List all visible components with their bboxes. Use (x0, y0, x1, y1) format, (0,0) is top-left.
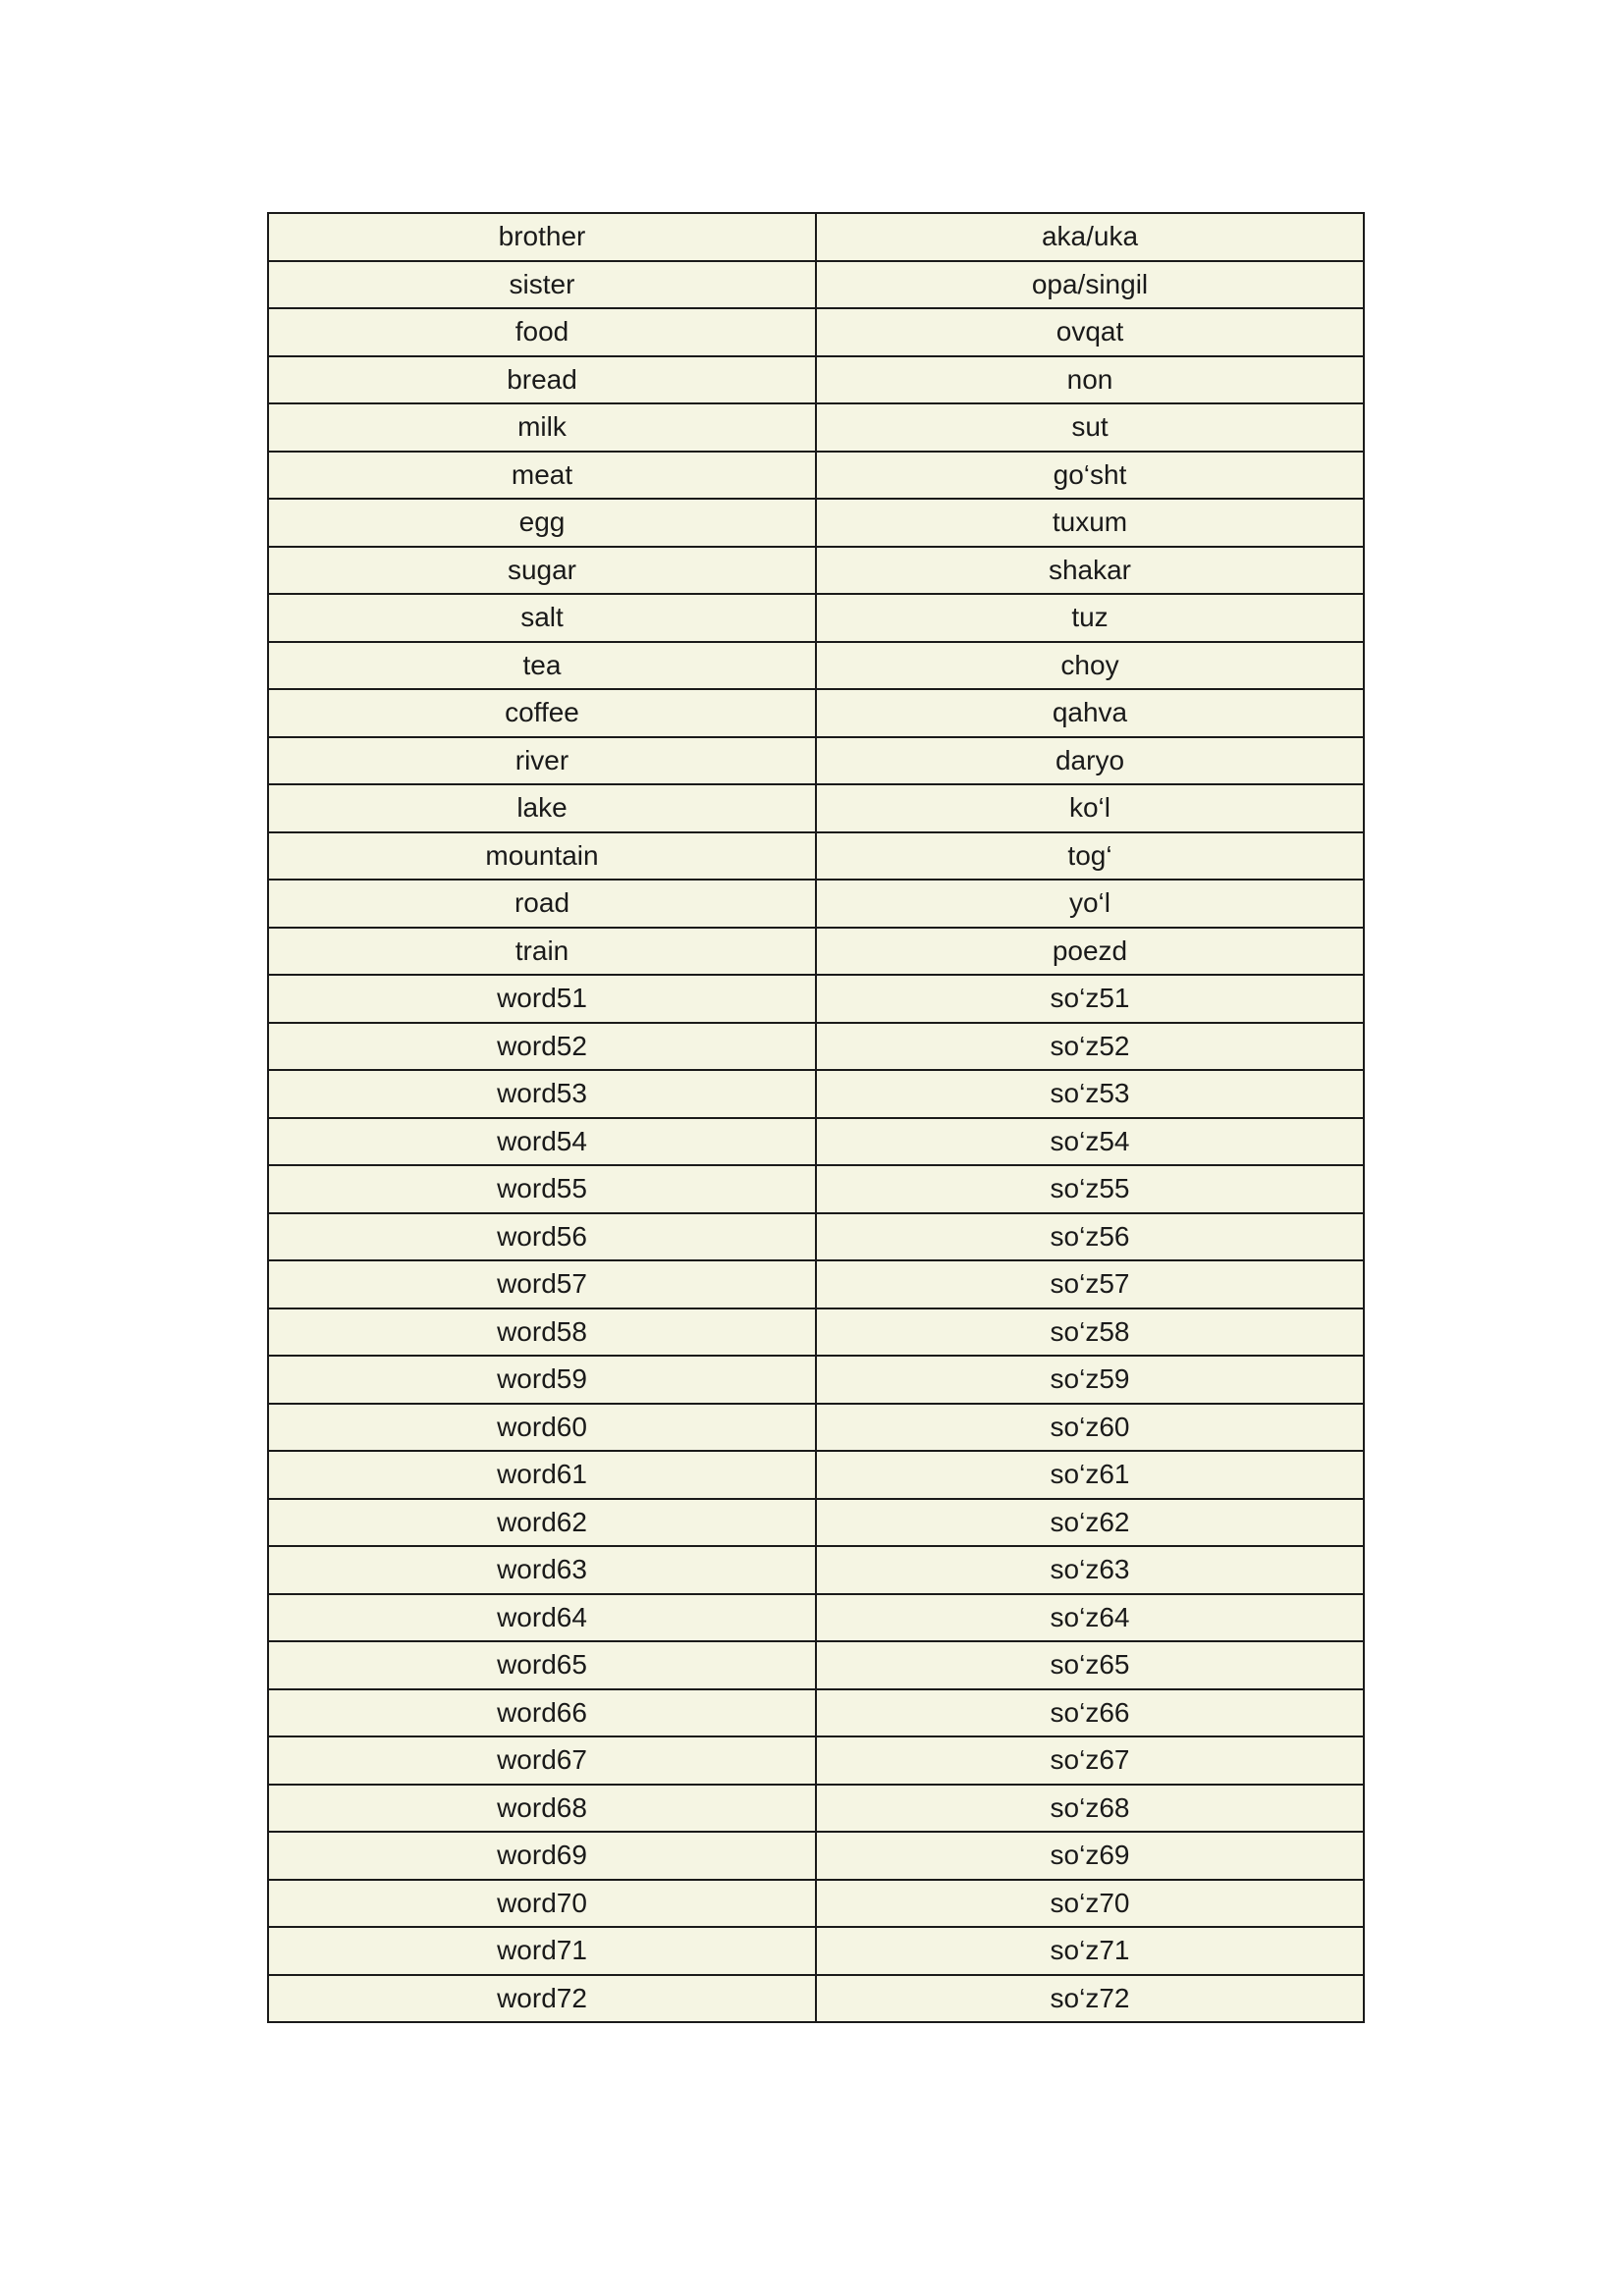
uzbek-word-cell: so‘z55 (816, 1165, 1364, 1213)
english-word-cell: word63 (268, 1546, 816, 1594)
uzbek-word-cell: non (816, 356, 1364, 404)
english-word-cell: lake (268, 784, 816, 832)
table-row (268, 452, 1364, 500)
uzbek-word-cell: so‘z62 (816, 1499, 1364, 1547)
table-row (268, 928, 1364, 976)
table-row (268, 1832, 1364, 1880)
english-word-cell: word65 (268, 1641, 816, 1689)
uzbek-word-cell: so‘z61 (816, 1451, 1364, 1499)
uzbek-word-cell: poezd (816, 928, 1364, 976)
uzbek-word-cell: so‘z54 (816, 1118, 1364, 1166)
english-word-cell: road (268, 880, 816, 928)
uzbek-word-cell: sut (816, 403, 1364, 452)
table-row (268, 1404, 1364, 1452)
english-word-cell: salt (268, 594, 816, 642)
table-row (268, 1070, 1364, 1118)
english-word-cell: word59 (268, 1356, 816, 1404)
uzbek-word-cell: tuxum (816, 499, 1364, 547)
english-word-cell: word58 (268, 1308, 816, 1357)
english-word-cell: word56 (268, 1213, 816, 1261)
english-word-cell: word64 (268, 1594, 816, 1642)
english-word-cell: coffee (268, 689, 816, 737)
english-word-cell: meat (268, 452, 816, 500)
english-word-cell: tea (268, 642, 816, 690)
uzbek-word-cell: aka/uka (816, 213, 1364, 261)
uzbek-word-cell: so‘z64 (816, 1594, 1364, 1642)
english-word-cell: river (268, 737, 816, 785)
uzbek-word-cell: choy (816, 642, 1364, 690)
uzbek-word-cell: shakar (816, 547, 1364, 595)
english-word-cell: word70 (268, 1880, 816, 1928)
table-row (268, 880, 1364, 928)
uzbek-word-cell: tog‘ (816, 832, 1364, 881)
uzbek-word-cell: yo‘l (816, 880, 1364, 928)
uzbek-word-cell: so‘z67 (816, 1736, 1364, 1785)
table-row (268, 1594, 1364, 1642)
table-row (268, 737, 1364, 785)
english-word-cell: bread (268, 356, 816, 404)
uzbek-word-cell: so‘z57 (816, 1260, 1364, 1308)
english-word-cell: word62 (268, 1499, 816, 1547)
english-word-cell: brother (268, 213, 816, 261)
table-row (268, 784, 1364, 832)
table-row (268, 1975, 1364, 2023)
uzbek-word-cell: so‘z52 (816, 1023, 1364, 1071)
uzbek-word-cell: so‘z51 (816, 975, 1364, 1023)
uzbek-word-cell: so‘z72 (816, 1975, 1364, 2023)
english-word-cell: egg (268, 499, 816, 547)
table-row (268, 308, 1364, 356)
uzbek-word-cell: go‘sht (816, 452, 1364, 500)
uzbek-word-cell: so‘z65 (816, 1641, 1364, 1689)
uzbek-word-cell: ovqat (816, 308, 1364, 356)
english-word-cell: word71 (268, 1927, 816, 1975)
english-word-cell: milk (268, 403, 816, 452)
table-row (268, 403, 1364, 452)
english-word-cell: word51 (268, 975, 816, 1023)
table-row (268, 356, 1364, 404)
english-word-cell: word55 (268, 1165, 816, 1213)
uzbek-word-cell: daryo (816, 737, 1364, 785)
table-row (268, 1356, 1364, 1404)
table-row (268, 1308, 1364, 1357)
english-word-cell: word72 (268, 1975, 816, 2023)
english-word-cell: word61 (268, 1451, 816, 1499)
table-row (268, 594, 1364, 642)
table-row (268, 642, 1364, 690)
uzbek-word-cell: ko‘l (816, 784, 1364, 832)
english-word-cell: word68 (268, 1785, 816, 1833)
uzbek-word-cell: so‘z58 (816, 1308, 1364, 1357)
table-row (268, 1546, 1364, 1594)
uzbek-word-cell: so‘z68 (816, 1785, 1364, 1833)
uzbek-word-cell: so‘z70 (816, 1880, 1364, 1928)
table-row (268, 975, 1364, 1023)
table-row (268, 689, 1364, 737)
english-word-cell: train (268, 928, 816, 976)
table-row (268, 1213, 1364, 1261)
table-row (268, 213, 1364, 261)
uzbek-word-cell: so‘z71 (816, 1927, 1364, 1975)
table-row (268, 1118, 1364, 1166)
table-row (268, 1927, 1364, 1975)
english-word-cell: word52 (268, 1023, 816, 1071)
english-word-cell: sister (268, 261, 816, 309)
uzbek-word-cell: so‘z66 (816, 1689, 1364, 1737)
english-word-cell: word66 (268, 1689, 816, 1737)
table-row (268, 832, 1364, 881)
table-row (268, 1451, 1364, 1499)
vocabulary-table-body (268, 213, 1364, 2022)
vocabulary-table (267, 212, 1365, 2023)
english-word-cell: word69 (268, 1832, 816, 1880)
uzbek-word-cell: so‘z69 (816, 1832, 1364, 1880)
uzbek-word-cell: opa/singil (816, 261, 1364, 309)
uzbek-word-cell: so‘z63 (816, 1546, 1364, 1594)
english-word-cell: word53 (268, 1070, 816, 1118)
english-word-cell: word57 (268, 1260, 816, 1308)
table-row (268, 1260, 1364, 1308)
english-word-cell: food (268, 308, 816, 356)
uzbek-word-cell: qahva (816, 689, 1364, 737)
table-row (268, 1785, 1364, 1833)
english-word-cell: word67 (268, 1736, 816, 1785)
english-word-cell: word54 (268, 1118, 816, 1166)
table-row (268, 1499, 1364, 1547)
table-row (268, 1880, 1364, 1928)
uzbek-word-cell: so‘z59 (816, 1356, 1364, 1404)
uzbek-word-cell: so‘z53 (816, 1070, 1364, 1118)
english-word-cell: sugar (268, 547, 816, 595)
table-row (268, 1165, 1364, 1213)
table-row (268, 1689, 1364, 1737)
table-row (268, 1023, 1364, 1071)
english-word-cell: word60 (268, 1404, 816, 1452)
table-row (268, 1736, 1364, 1785)
english-word-cell: mountain (268, 832, 816, 881)
table-row (268, 547, 1364, 595)
uzbek-word-cell: so‘z60 (816, 1404, 1364, 1452)
table-row (268, 499, 1364, 547)
table-row (268, 261, 1364, 309)
table-row (268, 1641, 1364, 1689)
uzbek-word-cell: tuz (816, 594, 1364, 642)
uzbek-word-cell: so‘z56 (816, 1213, 1364, 1261)
